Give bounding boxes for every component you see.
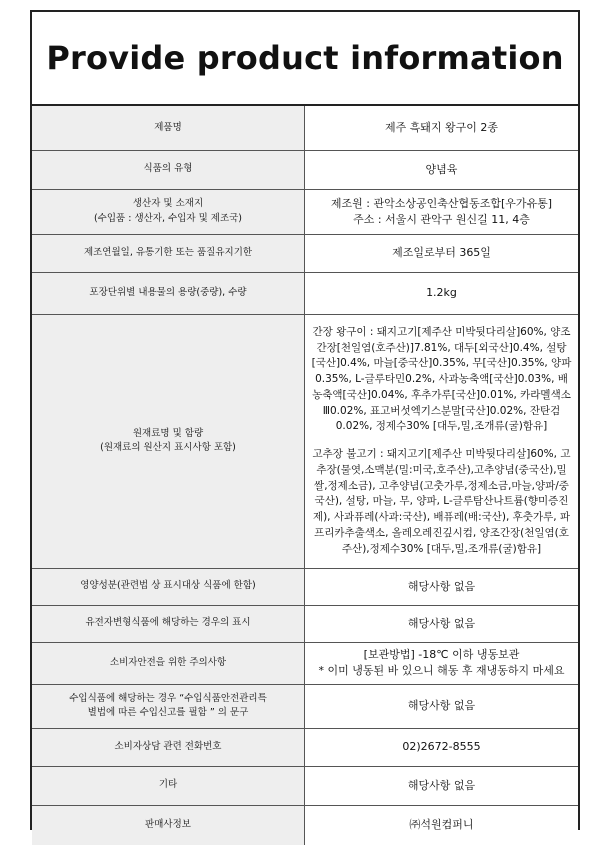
- row-label: 제조연월일, 유통기한 또는 품질유지기한: [32, 234, 305, 272]
- row-value: 제조일로부터 365일: [305, 234, 579, 272]
- row-value: 양념육: [305, 150, 579, 189]
- label-line: 수입식품에 해당하는 경우 “수입식품안전관리특: [69, 692, 267, 704]
- row-label: 유전자변형식품에 해당하는 경우의 표시: [32, 605, 305, 642]
- row-label: 판매사정보: [32, 805, 305, 845]
- row-label: 영양성분(관련법 상 표시대상 식품에 한함): [32, 568, 305, 605]
- row-label: [32, 314, 305, 568]
- paragraph-gap: [311, 435, 572, 447]
- row-value: 해당사항 없음: [305, 766, 579, 805]
- label-line: 생산자 및 소재지: [132, 198, 204, 210]
- ingredients-soy-grill: 간장 왕구이 : 돼지고기[제주산 미박뒷다리살]60%, 양조간장[천일염(호주산)]7.81%, 대두[외국산]0.4%, 설탕[국산]0.4%, 마늘[중국산]0.35%, 무[국산]0.35%, 양파0.35%, L-글루타민0.2%, 사과농축액[국산]0.03%, 배농축액[국산]0.04%, 후추가루[국산]0.01%, 카라멜색소Ⅲ0.02%, 표고버섯엑기스분말[국산]0.02%, 잔탄검0.02%, 정제수30% [대두,밀,조개류(굴)함유]: [311, 325, 572, 433]
- seller-name: ㈜석원컴퍼니: [305, 805, 579, 845]
- row-label: [32, 684, 305, 728]
- address-line: 주소 : 서울시 관악구 원신길 11, 4층: [353, 212, 530, 226]
- table-row: [32, 106, 578, 150]
- manufacturer-line: 제조원 : 관악소상공인축산협동조합[우가유통]: [330, 196, 553, 210]
- row-value: 해당사항 없음: [305, 684, 579, 728]
- table-row: [32, 605, 578, 642]
- table-row: [32, 234, 578, 272]
- product-info-sheet: [30, 10, 580, 830]
- row-value: 해당사항 없음: [305, 605, 579, 642]
- label-line: 별법에 따른 수입신고를 필함 ” 의 문구: [87, 707, 249, 718]
- table-row: [32, 728, 578, 766]
- table-row: [32, 150, 578, 189]
- row-label: 소비자안전을 위한 주의사항: [32, 642, 305, 684]
- storage-line: [보관방법] -18℃ 이하 냉동보관: [363, 648, 520, 662]
- ingredients-cell: [305, 314, 579, 568]
- row-value: [305, 189, 579, 234]
- row-value: 1.2kg: [305, 272, 579, 314]
- row-value: 제주 흑돼지 왕구이 2종: [305, 106, 579, 150]
- table-row: [32, 568, 578, 605]
- table-row: [32, 272, 578, 314]
- row-value: 해당사항 없음: [305, 568, 579, 605]
- row-value: [305, 642, 579, 684]
- label-line: (원재료의 원산지 표시사항 포함): [100, 442, 236, 453]
- row-label: 포장단위별 내용물의 용량(중량), 수량: [32, 272, 305, 314]
- row-label: 소비자상담 관련 전화번호: [32, 728, 305, 766]
- product-info-table: [32, 106, 578, 845]
- table-row: [32, 314, 578, 568]
- table-row: [32, 189, 578, 234]
- row-label: 식품의 유형: [32, 150, 305, 189]
- table-row: [32, 642, 578, 684]
- ingredients-gochujang-bulgogi: 고추장 불고기 : 돼지고기[제주산 미박뒷다리살]60%, 고추장(물엿,소맥분(밀:미국,호주산),고추양념(중국산),밀쌀,정제소금), 고추양념(고춧가루,정제소금,마늘,양파/중국산), 설탕, 마늘, 무, 양파, L-글루탐산나트륨(향미증진제), 사과퓨레(사과:국산), 배퓨레(배:국산), 후춧가루, 파프리카추출색소, 올레오레진깊시컴, 양조간장(천일염(호주산),정제수30% [대두,밀,조개류(굴)함유]: [312, 448, 571, 555]
- page-title: Provide product information: [32, 12, 578, 106]
- refreeze-warning-line: * 이미 냉동된 바 있으니 해동 후 재냉동하지 마세요: [318, 664, 565, 677]
- label-line: (수입품 : 생산자, 수입자 및 제조국): [93, 212, 243, 224]
- phone-number: 02)2672-8555: [305, 728, 579, 766]
- table-row: [32, 684, 578, 728]
- table-row: [32, 766, 578, 805]
- row-label: 기타: [32, 766, 305, 805]
- row-label: 제품명: [32, 106, 305, 150]
- row-label: [32, 189, 305, 234]
- table-row: [32, 805, 578, 845]
- label-line: 원재료명 및 함량: [132, 427, 204, 439]
